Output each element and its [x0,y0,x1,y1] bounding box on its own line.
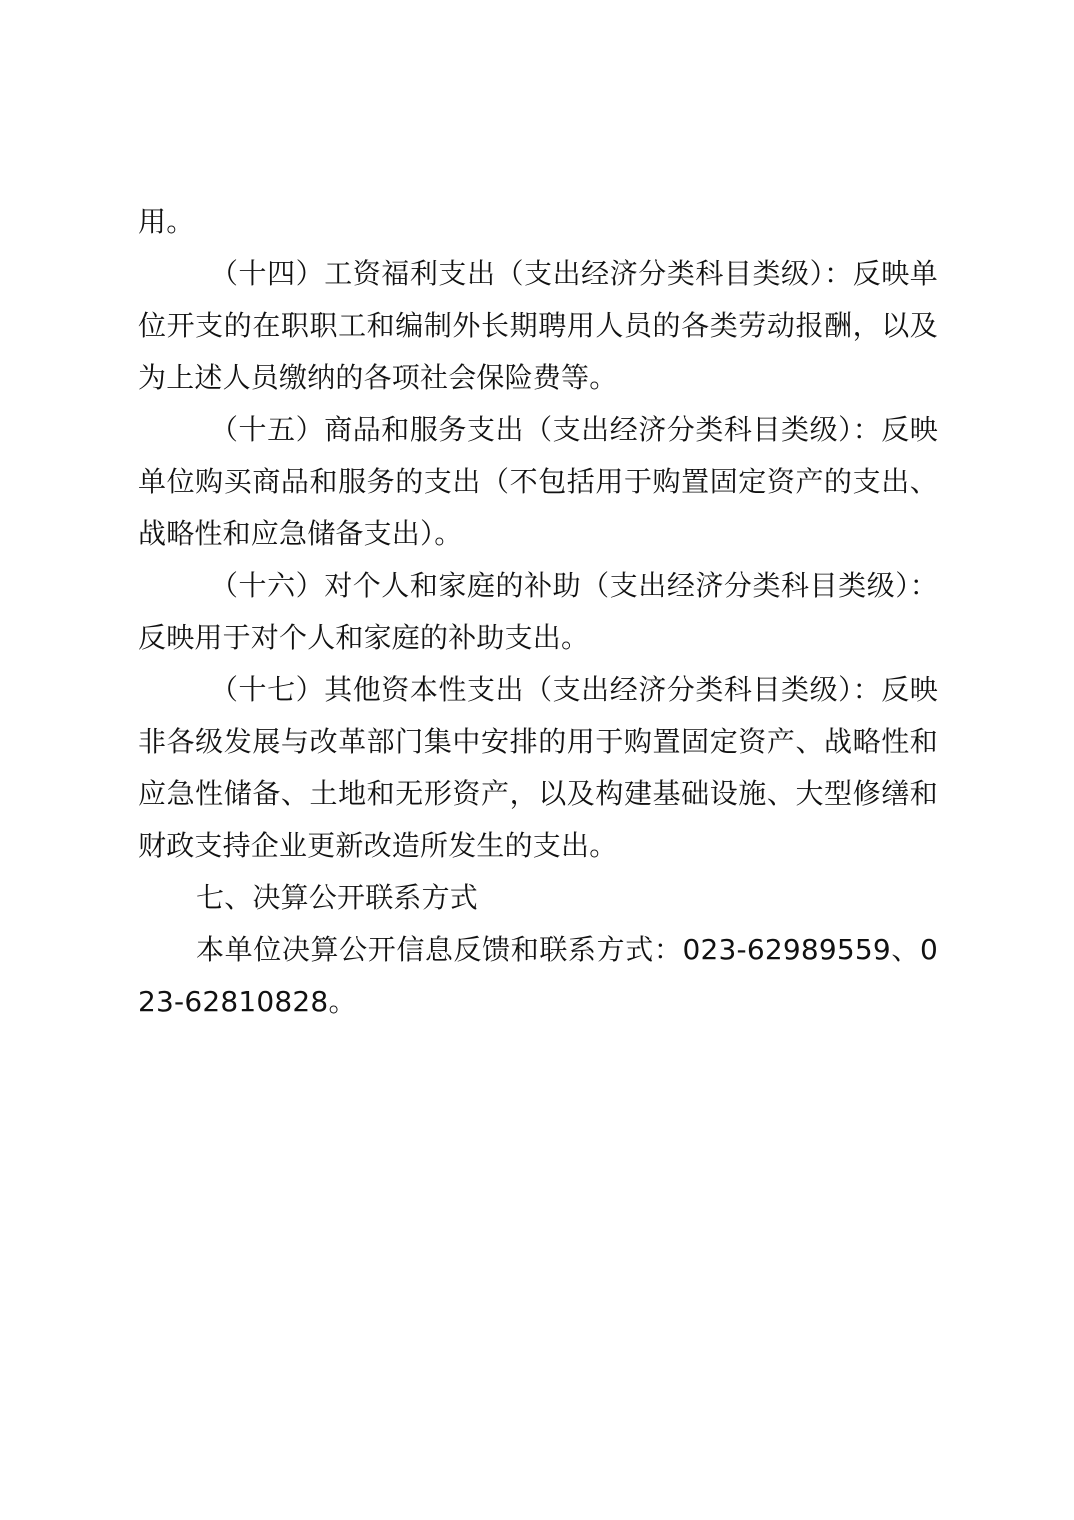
paragraph-goods-services-expenditure: （十五）商品和服务支出（支出经济分类科目类级）：反映单位购买商品和服务的支出（不包括用于购置固定资产的支出、战略性和应急储备支出）。 [138,413,938,550]
paragraph-other-capital-expenditure: （十七）其他资本性支出（支出经济分类科目类级）：反映非各级发展与改革部门集中安排的用于购置固定资产、战略性和应急性储备、土地和无形资产，以及构建基础设施、大型修缮和财政支持企业更新改造所发生的支出。 [138,673,938,862]
document-body [138,196,938,1028]
paragraph-contact-info: 本单位决算公开信息反馈和联系方式：023-62989559、023-62810828。 [138,933,938,1018]
paragraph-wage-welfare-expenditure: （十四）工资福利支出（支出经济分类科目类级）：反映单位开支的在职职工和编制外长期聘用人员的各类劳动报酬，以及为上述人员缴纳的各项社会保险费等。 [138,257,938,394]
paragraph-personal-household-subsidy: （十六）对个人和家庭的补助（支出经济分类科目类级）：反映用于对个人和家庭的补助支出。 [138,569,938,654]
section-heading-contact: 七、决算公开联系方式 [196,881,479,914]
paragraph-continuation: 用。 [138,205,195,238]
